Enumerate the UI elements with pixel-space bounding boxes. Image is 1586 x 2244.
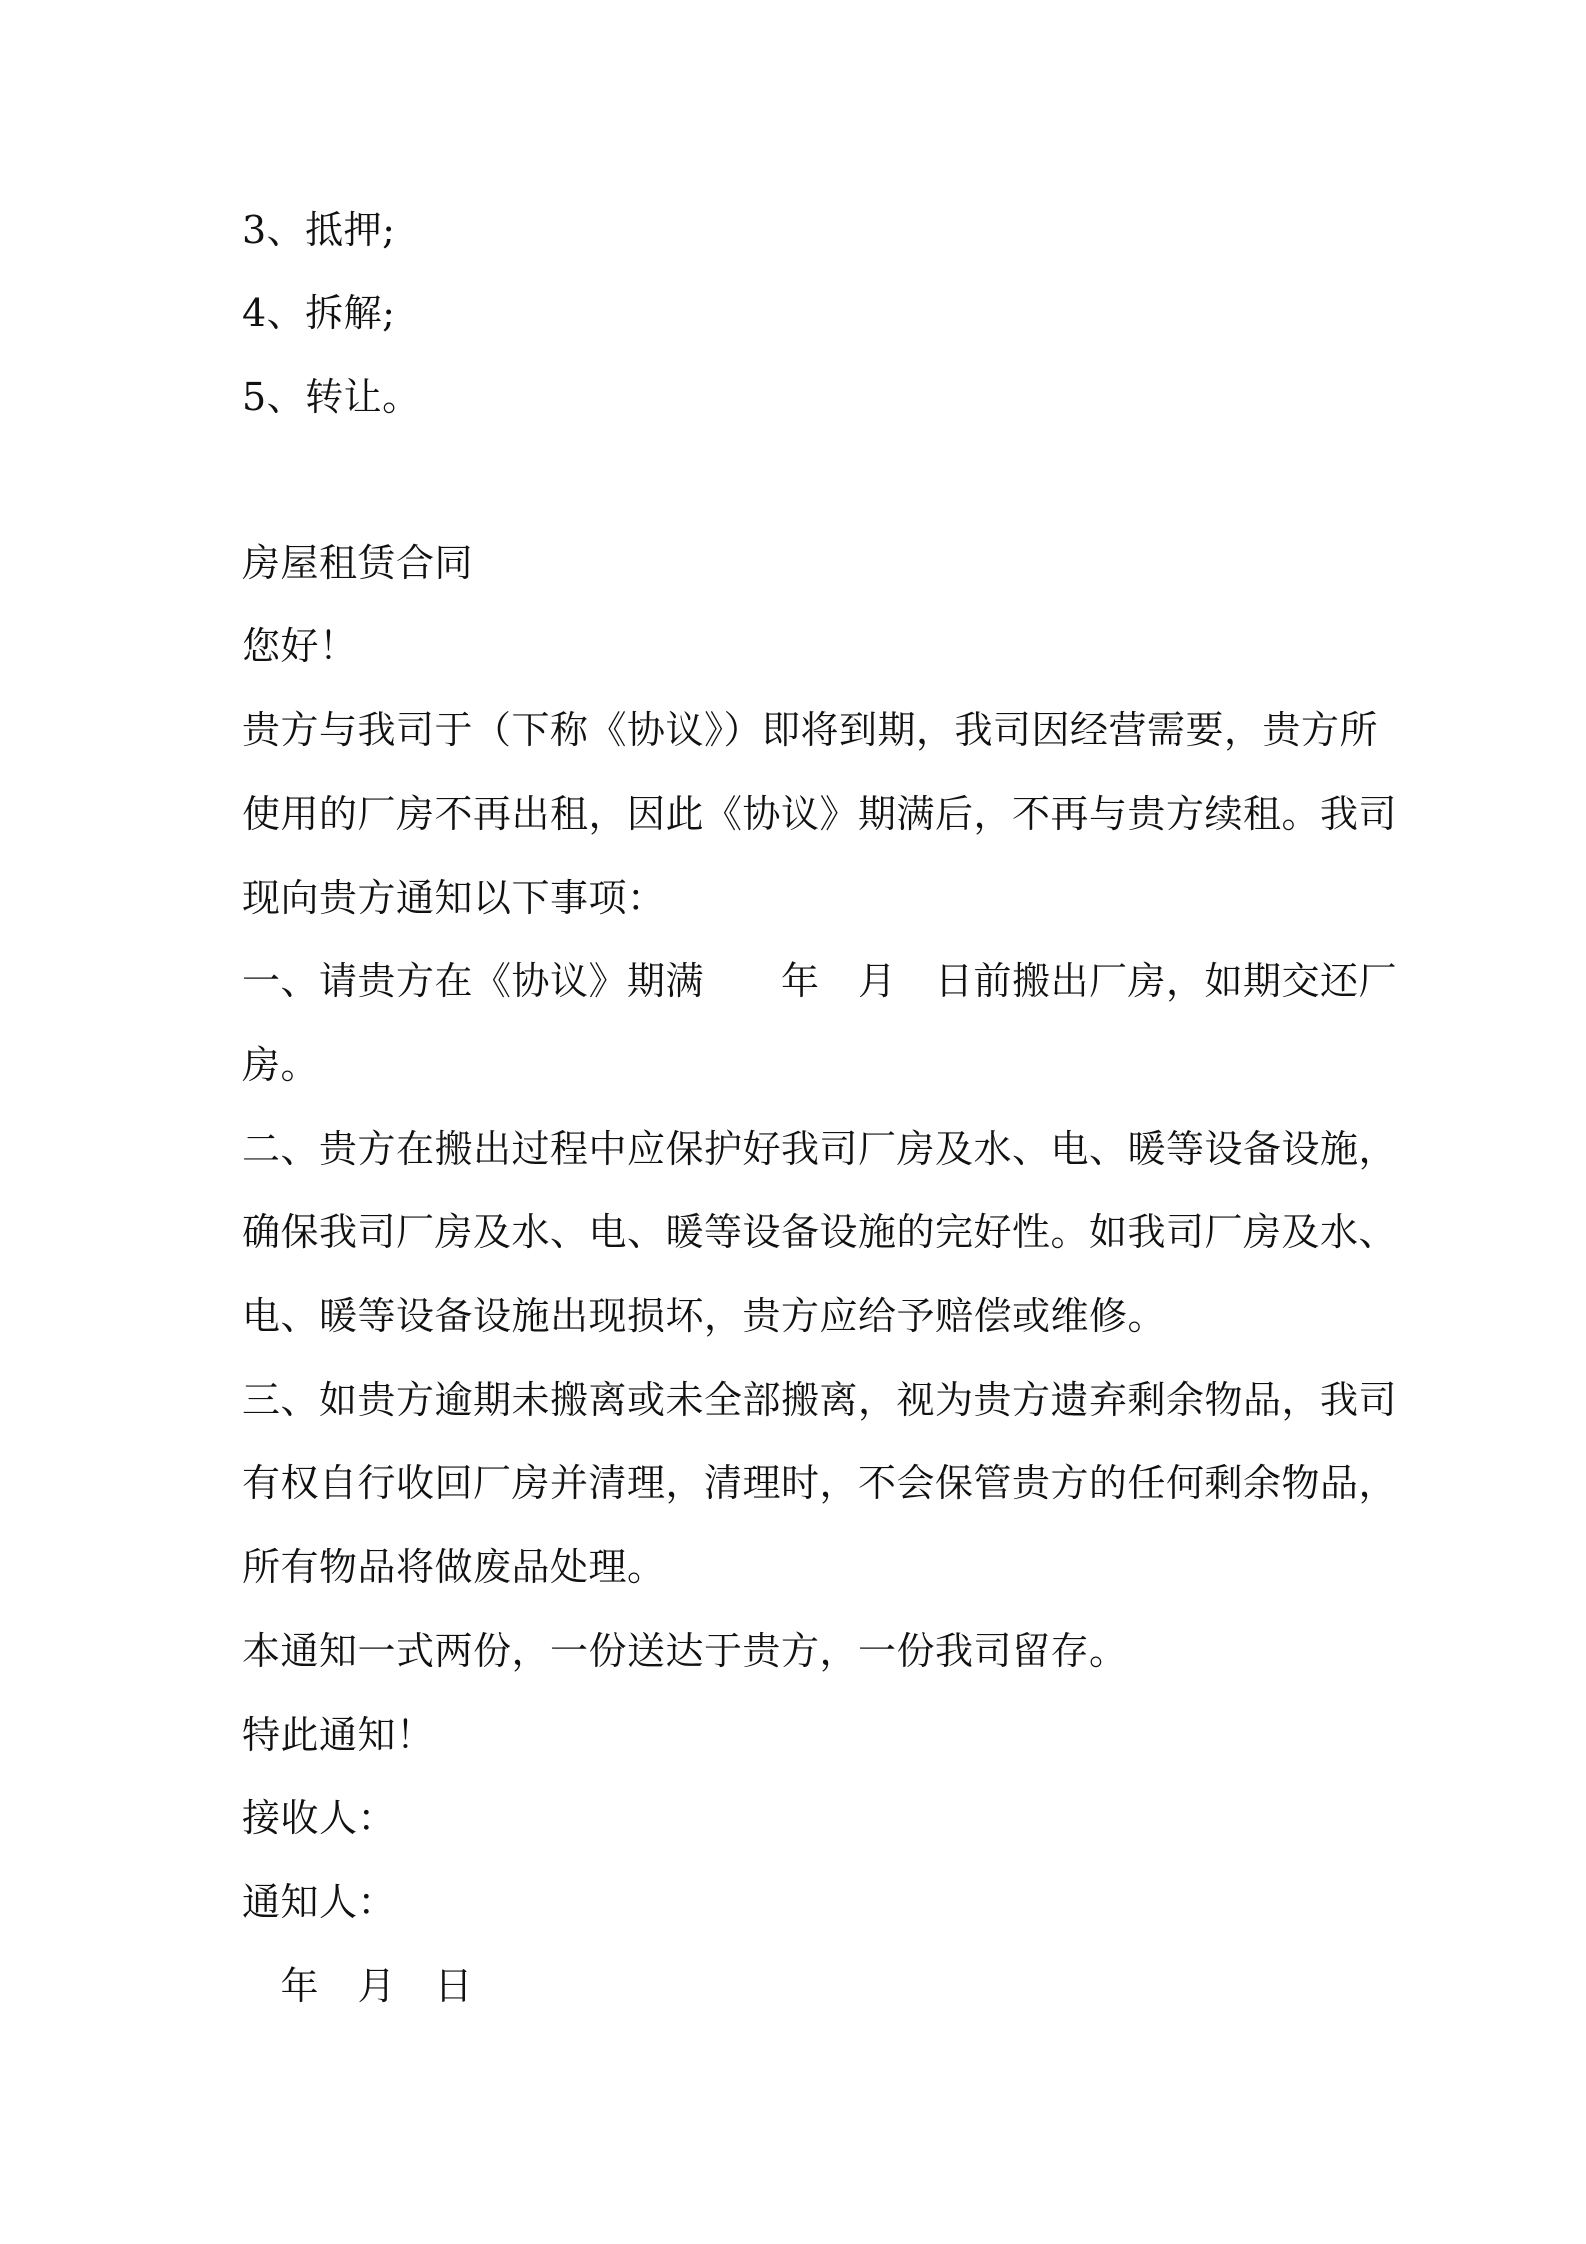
notifier-label: 通知人： bbox=[242, 1880, 397, 1924]
body-line: 贵方与我司于（下称《协议》）即将到期，我司因经营需要，贵方所 bbox=[242, 708, 1379, 752]
body-line: 二、贵方在搬出过程中应保护好我司厂房及水、电、暖等设备设施， bbox=[242, 1127, 1398, 1171]
greeting: 您好！ bbox=[242, 624, 358, 668]
body-line: 房。 bbox=[242, 1043, 320, 1087]
date-line: 年 月 日 bbox=[242, 1964, 474, 2008]
recipient-label: 接收人： bbox=[242, 1796, 397, 1840]
body-line: 使用的厂房不再出租，因此《协议》期满后，不再与贵方续租。我司 bbox=[242, 792, 1398, 836]
list-item-4: 4、拆解; bbox=[242, 291, 396, 335]
body-line: 本通知一式两份，一份送达于贵方，一份我司留存。 bbox=[242, 1629, 1128, 1673]
list-item-3: 3、抵押; bbox=[242, 208, 396, 252]
list-item-5: 5、转让。 bbox=[242, 375, 421, 419]
body-line: 现向贵方通知以下事项： bbox=[242, 876, 666, 920]
closing-line: 特此通知！ bbox=[242, 1713, 435, 1757]
document-title: 房屋租赁合同 bbox=[242, 541, 474, 585]
body-line: 一、请贵方在《协议》期满 年 月 日前搬出厂房，如期交还厂 bbox=[242, 959, 1398, 1003]
body-line: 电、暖等设备设施出现损坏，贵方应给予赔偿或维修。 bbox=[242, 1294, 1167, 1338]
body-line: 所有物品将做废品处理。 bbox=[242, 1545, 666, 1589]
body-line: 三、如贵方逾期未搬离或未全部搬离，视为贵方遗弃剩余物品，我司 bbox=[242, 1378, 1398, 1422]
body-line: 确保我司厂房及水、电、暖等设备设施的完好性。如我司厂房及水、 bbox=[242, 1210, 1398, 1254]
body-line: 有权自行收回厂房并清理，清理时，不会保管贵方的任何剩余物品， bbox=[242, 1461, 1398, 1505]
